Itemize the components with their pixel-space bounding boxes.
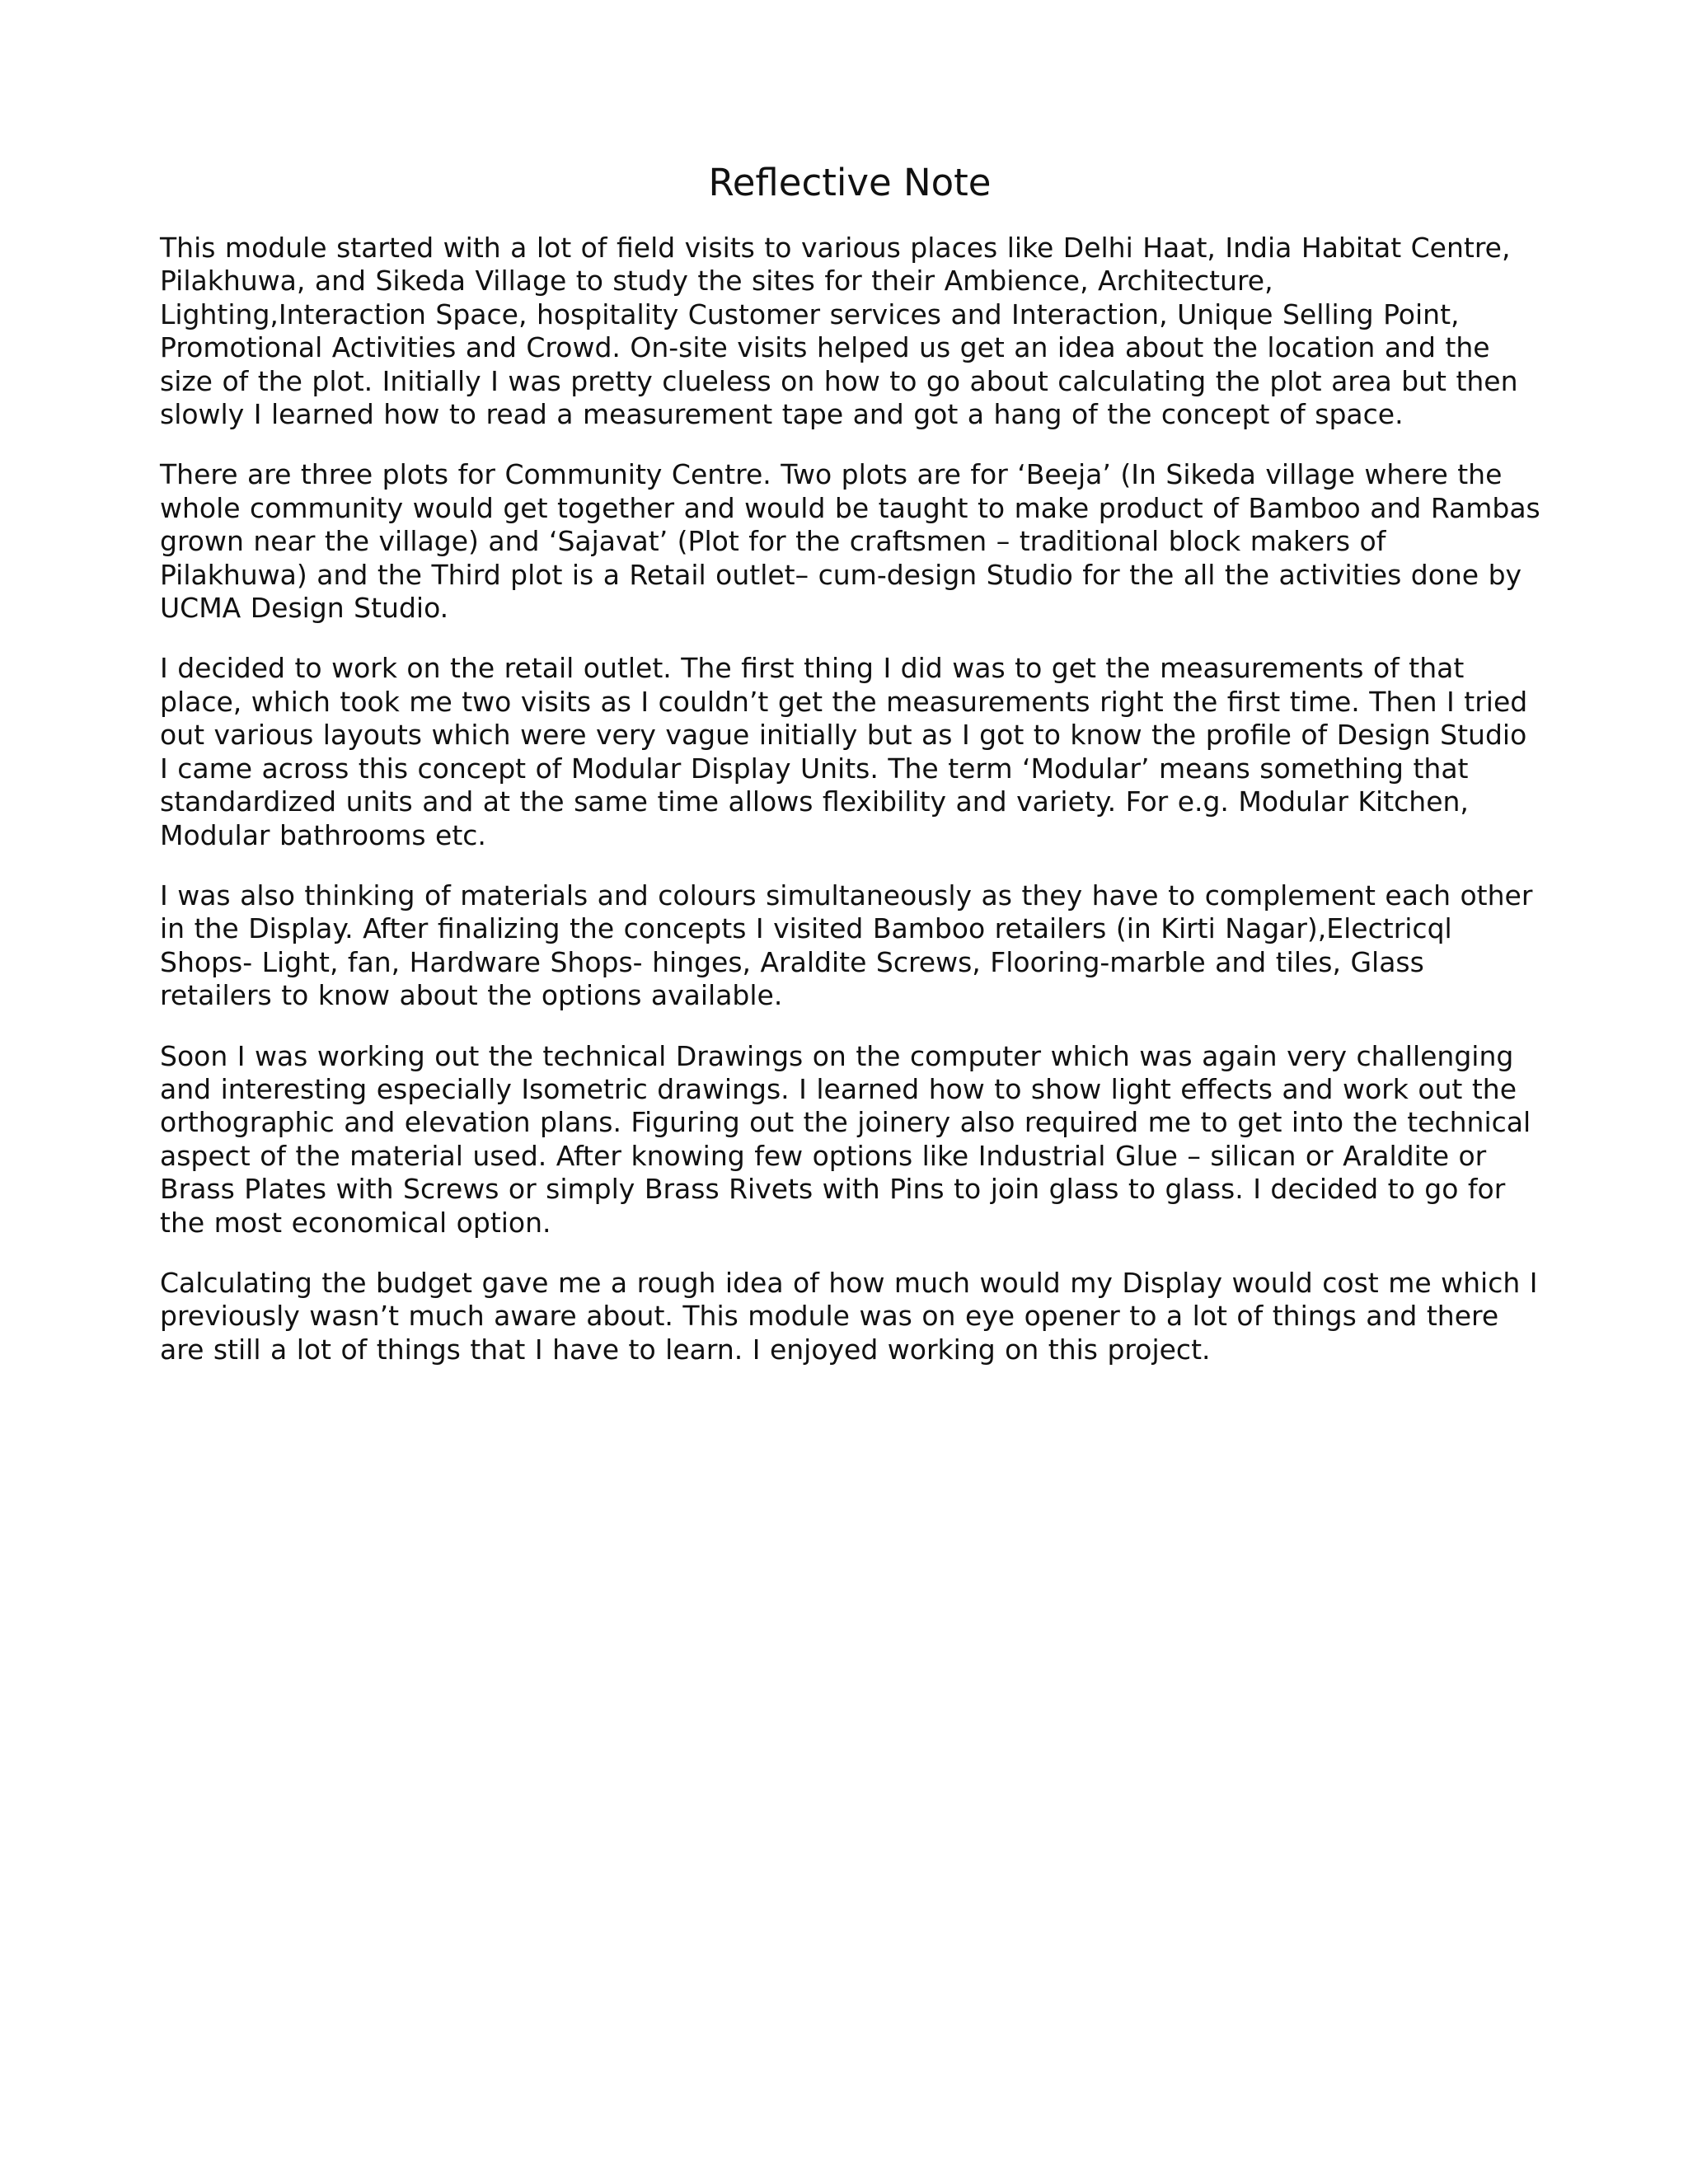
paragraph-community-plots: There are three plots for Community Centre. Two plots are for ‘Beeja’ (In Sikeda village where the whole community would get together and would be taught to make product of Bamboo and Rambas grown near the village) and ‘Sajavat’ (Plot for the craftsmen – traditional block makers of Pilakhuwa) and the Third plot is a Retail outlet– cum-design Studio for the all the activities done by UCMA Design Studio.	[160, 458, 1540, 625]
paragraph-budget-conclusion: Calculating the budget gave me a rough idea of how much would my Display would cost me which I previously wasn’t much aware about. This module was on eye opener to a lot of things and there are still a lot of things that I have to learn. I enjoyed working on this project.	[160, 1266, 1538, 1366]
paragraph-materials: I was also thinking of materials and colours simultaneously as they have to complement each other in the Display. After finalizing the concepts I visited Bamboo retailers (in Kirti Nagar),Electricql Shops- Light, fan, Hardware Shops- hinges, Araldite Screws, Flooring-marble and tiles, Glass retailers to know about the options available.	[160, 879, 1533, 1012]
paragraph-technical-drawings: Soon I was working out the technical Drawings on the computer which was again very challenging and interesting especially Isometric drawings. I learned how to show light effects and work out the orthographic and elevation plans. Figuring out the joinery also required me to get into the technical aspect of the material used. After knowing few options like Industrial Glue – silican or Araldite or Brass Plates with Screws or simply Brass Rivets with Pins to join glass to glass. I decided to go for the most economical option.	[160, 1039, 1531, 1239]
document-body	[160, 232, 1553, 1394]
paragraph-retail-outlet: I decided to work on the retail outlet. The first thing I did was to get the measurements of that place, which took me two visits as I couldn’t get the measurements right the first time. Then I tried out various layouts which were very vague initially but as I got to know the profile of Design Studio I came across this concept of Modular Display Units. The term ‘Modular’ means something that standardized units and at the same time allows flexibility and variety. For e.g. Modular Kitchen, Modular bathrooms etc.	[160, 652, 1528, 851]
page-title: Reflective Note	[708, 161, 992, 204]
paragraph-field-visits: This module started with a lot of field visits to various places like Delhi Haat, India Habitat Centre, Pilakhuwa, and Sikeda Village to study the sites for their Ambience, Architecture, Lighting,Interaction Space, hospitality Customer services and Interaction, Unique Selling Point, Promotional Activities and Crowd. On-site visits helped us get an idea about the location and the size of the plot. Initially I was pretty clueless on how to go about calculating the plot area but then slowly I learned how to read a measurement tape and got a hang of the concept of space.	[160, 232, 1518, 431]
